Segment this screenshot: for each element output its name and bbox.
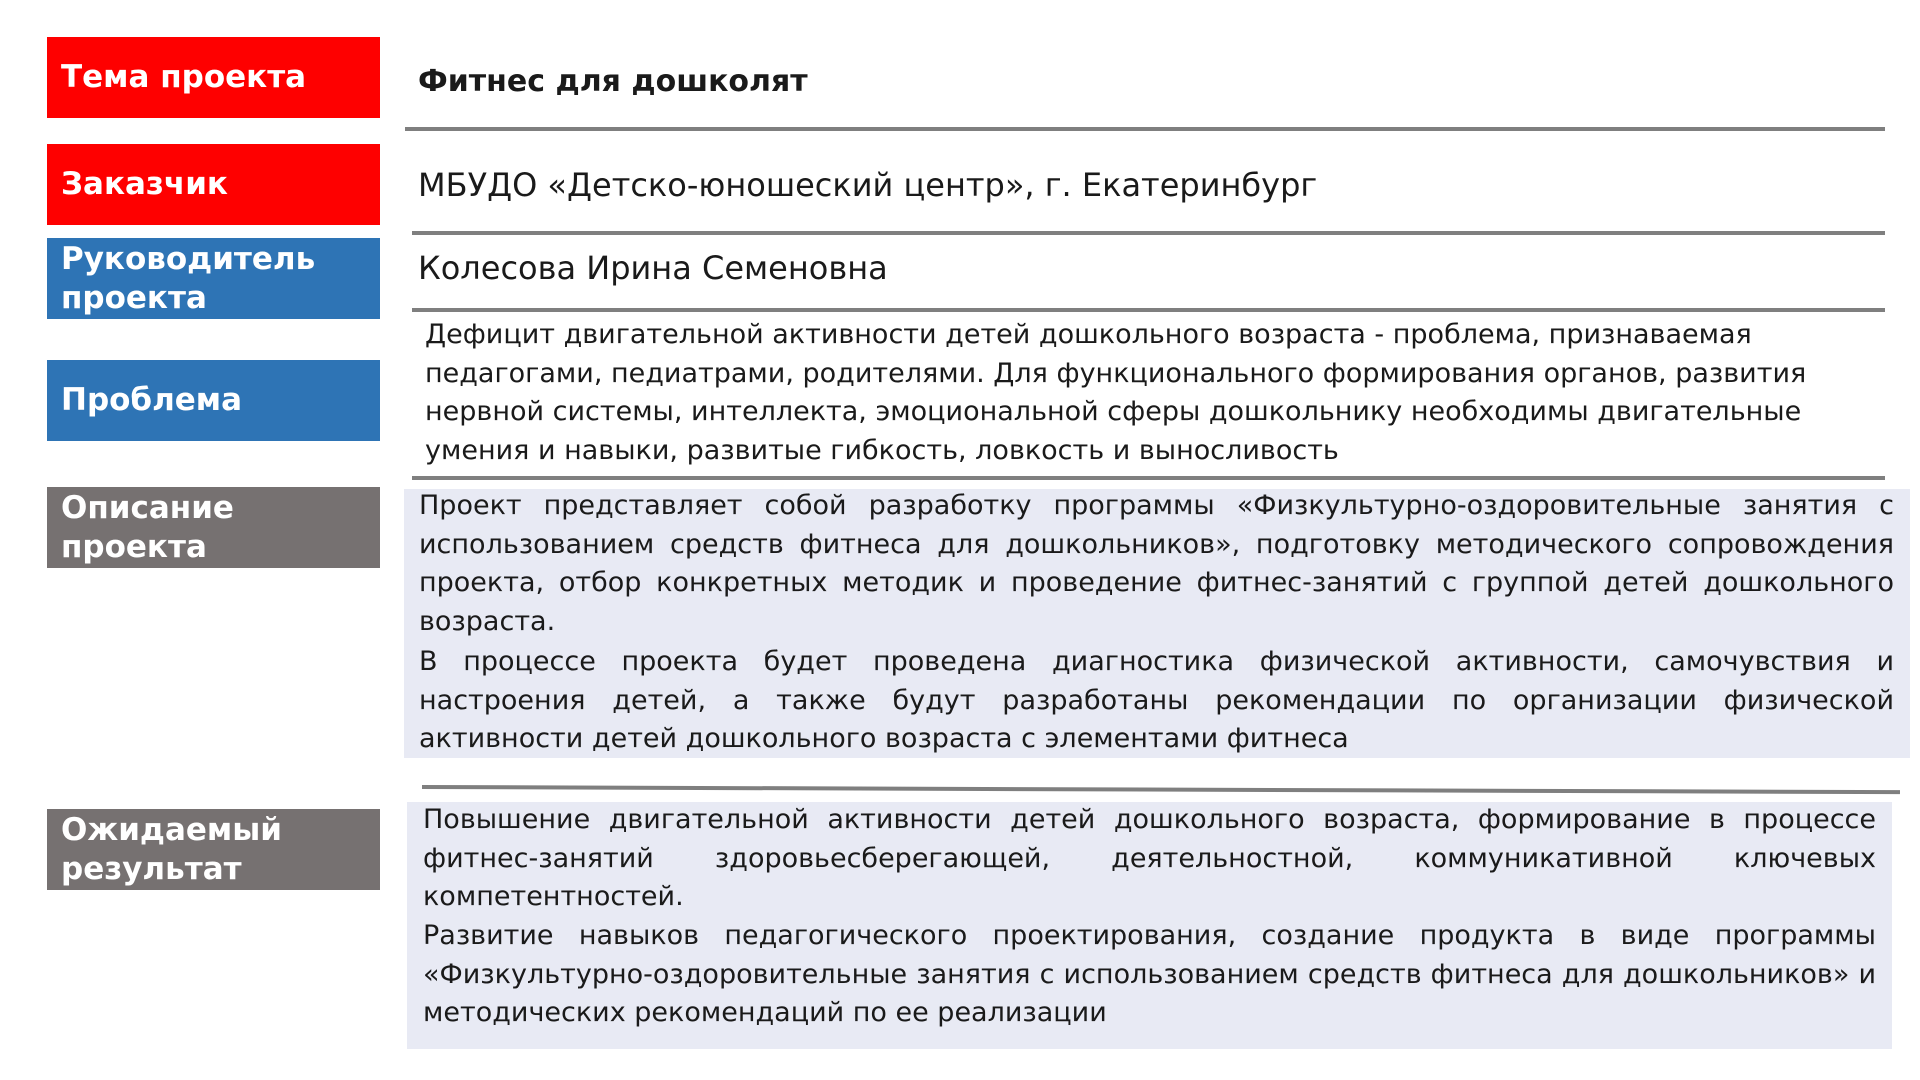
divider-5: [422, 785, 1900, 794]
divider-3: [412, 308, 1885, 312]
problem-text: Дефицит двигательной активности детей дошкольного возраста - проблема, признаваемая педагогами, педиатрами, родителями. Для функционального формирования органов, развития нервной системы, интеллекта, эмоциональной сферы дошкольнику необходимы двигательные умения и навыки, развитые гибкость, ловкость и выносливость: [425, 319, 1807, 466]
label-result-text: Ожидаемый результат: [61, 811, 282, 887]
label-leader-text: Руководитель проекта: [61, 240, 316, 316]
label-theme-text: Тема проекта: [61, 59, 307, 95]
leader-value: Колесова Ирина Семеновна: [418, 249, 888, 287]
description-paragraph-2: В процессе проекта будет проведена диагностика физической активности, самочувствия и настроения детей, а также будут разработаны рекомендации по организации физической активности детей дошкольного возраста с элементами фитнеса: [419, 646, 1894, 755]
label-customer: [47, 144, 380, 225]
label-description: [47, 487, 380, 568]
customer-value: МБУДО «Детско-юношеский центр», г. Екатеринбург: [418, 166, 1318, 204]
label-leader: [47, 238, 380, 319]
label-theme: [47, 37, 380, 118]
label-result: [47, 809, 380, 890]
divider-2: [412, 231, 1885, 235]
result-paragraph-2: Развитие навыков педагогического проектирования, создание продукта в виде программы «Физкультурно-оздоровительные занятия с использованием средств фитнеса для дошкольников» и методических рекомендаций по ее реализации: [423, 920, 1876, 1029]
label-description-text: Описание проекта: [61, 489, 234, 565]
theme-value: Фитнес для дошколят: [418, 64, 808, 99]
divider-1: [405, 127, 1885, 131]
divider-4: [412, 476, 1885, 480]
label-customer-text: Заказчик: [61, 166, 228, 202]
label-problem: [47, 360, 380, 441]
description-paragraph-1: Проект представляет собой разработку программы «Физкультурно-оздоровительные занятия с использованием средств фитнеса для дошкольников», подготовку методического сопровождения проекта, отбор конкретных методик и проведение фитнес-занятий с группой детей дошкольного возраста.: [419, 490, 1894, 638]
result-paragraph-1: Повышение двигательной активности детей дошкольного возраста, формирование в процессе фитнес-занятий здоровьесберегающей, деятельностной, коммуникативной ключевых компетентностей.: [423, 804, 1876, 913]
label-problem-text: Проблема: [61, 382, 243, 418]
